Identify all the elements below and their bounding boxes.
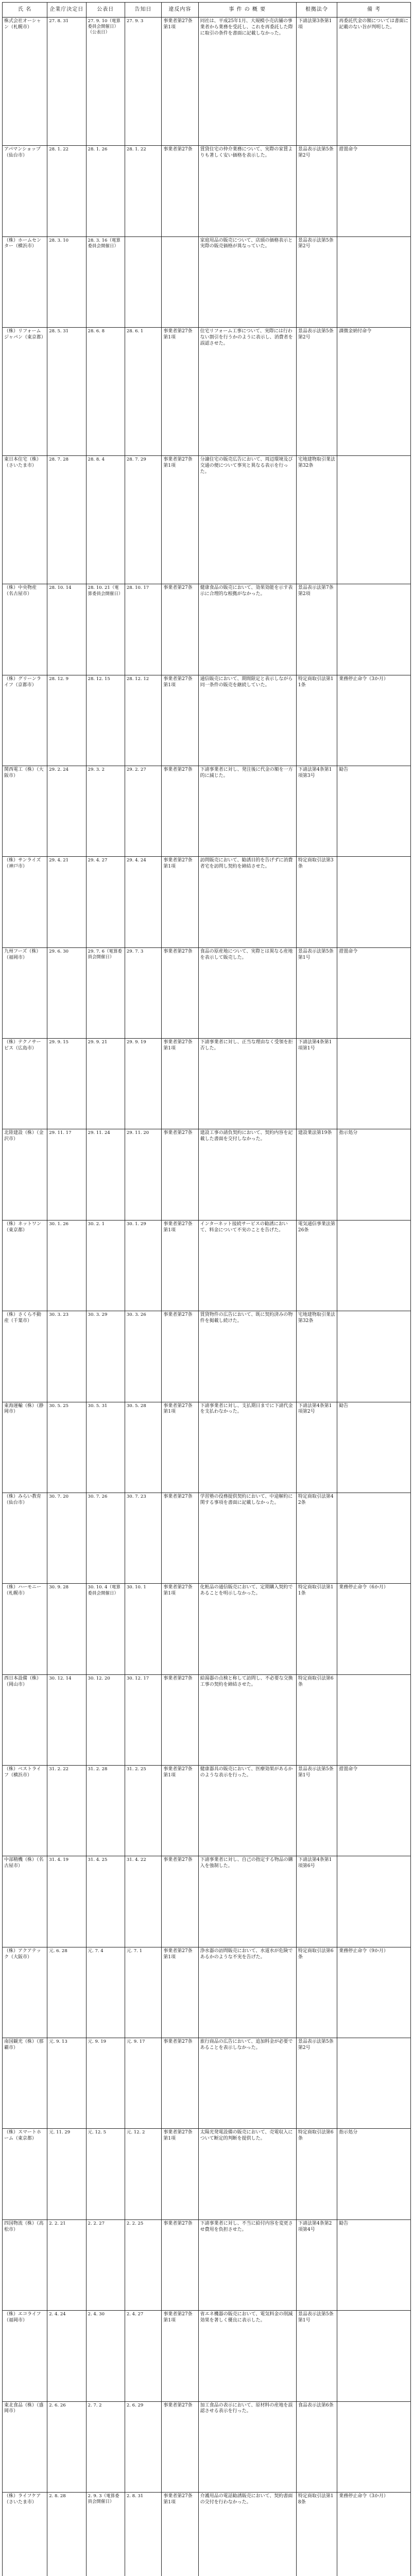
row-notice-date: 27. 9. 3 xyxy=(125,18,161,146)
row-decision-date: 30. 1. 26 xyxy=(47,1220,86,1311)
table-row xyxy=(3,2311,411,2401)
row-note: 勧告 xyxy=(337,2219,411,2310)
row-public-date: 28. 10. 21（電算委員会開催日） xyxy=(86,584,125,675)
table-row xyxy=(3,146,411,236)
row-summary: 住宅リフォーム工事について、実際には行わない割引を行うかのように表示し、消費者を誤認させた。 xyxy=(198,327,296,455)
row-violation: 事業者第27条第1項 xyxy=(162,2129,198,2219)
row-violation: 事業者第27条第1項 xyxy=(162,1766,198,1856)
table-row xyxy=(3,1493,411,1583)
row-name: 中部精機（株）（名古屋市） xyxy=(3,1856,47,1947)
row-summary: 分譲住宅の販売広告において、周辺環境及び交通の便について事実と異なる表示を行った。 xyxy=(198,456,296,584)
row-notice-date: 元. 9. 17 xyxy=(125,2038,161,2129)
row-name: （株）ハーモニー（札幌市） xyxy=(3,1584,47,1674)
row-note xyxy=(337,2038,411,2129)
row-name: 株式会社オーシャン（札幌市） xyxy=(3,18,47,146)
row-public-date: 30. 10. 4（電算委員会開催日） xyxy=(86,1584,125,1674)
header-notice-date: 告知日 xyxy=(125,3,161,18)
row-decision-date: 30. 9. 28 xyxy=(47,1584,86,1674)
row-decision-date: 元. 6. 28 xyxy=(47,1947,86,2038)
row-basis: 下請法第4条第1項第3号 xyxy=(296,766,337,857)
row-notice-date: 30. 1. 29 xyxy=(125,1220,161,1311)
row-summary: 訪問販売において、勧誘目的を告げずに消費者宅を訪問し契約を締結させた。 xyxy=(198,857,296,947)
row-public-date: 30. 3. 29 xyxy=(86,1311,125,1402)
row-summary: 賃貸物件の広告において、既に契約済みの物件を掲載し続けた。 xyxy=(198,1311,296,1402)
row-note: 勧告 xyxy=(337,766,411,857)
row-basis: 特定商取引法第42条 xyxy=(296,1493,337,1583)
row-violation: 事業者第27条 xyxy=(162,1674,198,1765)
row-violation: 事業者第27条 xyxy=(162,1129,198,1220)
row-notice-date: 2. 6. 29 xyxy=(125,2401,161,2492)
row-basis: 特定商取引法第11条 xyxy=(296,675,337,766)
row-name: 四国物流（株）（高松市） xyxy=(3,2219,47,2310)
row-decision-date: 28. 5. 31 xyxy=(47,327,86,455)
row-summary: 下請事業者に対し、支払期日までに下請代金を支払わなかった。 xyxy=(198,1402,296,1493)
row-notice-date xyxy=(125,236,161,327)
row-notice-date: 2. 2. 25 xyxy=(125,2219,161,2310)
row-note xyxy=(337,1674,411,1765)
row-name: 東日本住宅（株）（さいたま市） xyxy=(3,456,47,584)
row-public-date: 30. 2. 1 xyxy=(86,1220,125,1311)
row-decision-date: 29. 2. 24 xyxy=(47,766,86,857)
row-decision-date: 2. 4. 24 xyxy=(47,2311,86,2401)
header-violation: 違反内容 xyxy=(162,3,198,18)
row-name: 東海運輸（株）（静岡市） xyxy=(3,1402,47,1493)
row-note xyxy=(337,236,411,327)
row-basis: 景品表示法第5条第1号 xyxy=(296,947,337,1038)
row-summary: 家庭用品の販売について、店頭の価格表示と実際の販売価格が異なっていた。 xyxy=(198,236,296,327)
row-summary: 化粧品の通信販売において、定期購入契約であることを明示しなかった。 xyxy=(198,1584,296,1674)
row-decision-date: 30. 7. 20 xyxy=(47,1493,86,1583)
table-row xyxy=(3,584,411,675)
row-notice-date: 29. 7. 3 xyxy=(125,947,161,1038)
row-notice-date: 30. 10. 1 xyxy=(125,1584,161,1674)
row-violation: 事業者第27条第1項 xyxy=(162,456,198,584)
row-decision-date: 2. 2. 21 xyxy=(47,2219,86,2310)
table-row xyxy=(3,1220,411,1311)
header-summary: 事 件 の 概 要 xyxy=(198,3,296,18)
row-basis: 特定商取引法第11条 xyxy=(296,1584,337,1674)
row-public-date: 元. 12. 5 xyxy=(86,2129,125,2219)
row-violation: 事業者第27条第1項 xyxy=(162,1947,198,2038)
row-name: 西日本設備（株）（岡山市） xyxy=(3,1674,47,1765)
row-public-date: 31. 2. 28 xyxy=(86,1766,125,1856)
table-body xyxy=(3,18,411,2576)
row-name: （株）さくら不動産（千葉市） xyxy=(3,1311,47,1402)
row-decision-date: 28. 3. 10 xyxy=(47,236,86,327)
row-note: 課徴金納付命令 xyxy=(337,327,411,455)
row-violation: 事業者第27条 xyxy=(162,146,198,236)
row-notice-date: 元. 7. 1 xyxy=(125,1947,161,2038)
row-basis: 景品表示法第5条第2号 xyxy=(296,2038,337,2129)
row-public-date: 28. 8. 4 xyxy=(86,456,125,584)
row-notice-date: 29. 4. 24 xyxy=(125,857,161,947)
row-summary: 下請事業者に対し、自己の指定する物品の購入を強制した。 xyxy=(198,1856,296,1947)
row-public-date: 30. 7. 26 xyxy=(86,1493,125,1583)
row-notice-date: 31. 2. 25 xyxy=(125,1766,161,1856)
row-violation: 事業者第27条 xyxy=(162,584,198,675)
row-violation: 事業者第27条 xyxy=(162,2038,198,2129)
row-basis: 特定商取引法第6条 xyxy=(296,2129,337,2219)
row-name: 九州フーズ（株）（福岡市） xyxy=(3,947,47,1038)
row-name: （株）リフォームジャパン（東京都） xyxy=(3,327,47,455)
row-violation: 事業者第27条第1項 xyxy=(162,1039,198,1129)
table-row xyxy=(3,1311,411,1402)
row-note xyxy=(337,857,411,947)
row-violation: 事業者第27条 xyxy=(162,1856,198,1947)
row-name: 南国観光（株）（那覇市） xyxy=(3,2038,47,2129)
table-row xyxy=(3,2038,411,2129)
row-basis: 特定商取引法第6条 xyxy=(296,1674,337,1765)
row-note: 業務停止命令（3か月） xyxy=(337,2492,411,2576)
row-name: （株）ベストライフ（横浜市） xyxy=(3,1766,47,1856)
row-name: （株）ホームセンター（横浜市） xyxy=(3,236,47,327)
header-basis: 根拠法令 xyxy=(296,3,337,18)
table-row xyxy=(3,947,411,1038)
row-note: 業務停止命令（9か月） xyxy=(337,1947,411,2038)
row-basis: 下請法第4条第2項第4号 xyxy=(296,2219,337,2310)
row-basis: 建設業法第19条 xyxy=(296,1129,337,1220)
row-name: （株）アクアテック（大阪市） xyxy=(3,1947,47,2038)
row-violation: 事業者第27条 xyxy=(162,1493,198,1583)
table-row xyxy=(3,857,411,947)
table-header-row xyxy=(3,3,411,18)
row-summary: 介護用品の電話勧誘販売において、契約書面の交付を行わなかった。 xyxy=(198,2492,296,2576)
table-row xyxy=(3,1674,411,1765)
row-public-date: 27. 9. 10（電算委員会開催日）（公表日） xyxy=(86,18,125,146)
row-violation: 事業者第27条 xyxy=(162,947,198,1038)
row-violation: 事業者第27条 xyxy=(162,2401,198,2492)
row-note xyxy=(337,2311,411,2401)
row-violation: 事業者第27条第1項 xyxy=(162,18,198,146)
row-note: 指示処分 xyxy=(337,1129,411,1220)
row-notice-date: 28. 10. 17 xyxy=(125,584,161,675)
table-row xyxy=(3,1947,411,2038)
row-basis: 特定商取引法第6条 xyxy=(296,1947,337,2038)
row-decision-date: 29. 4. 21 xyxy=(47,857,86,947)
row-public-date: 29. 3. 2 xyxy=(86,766,125,857)
row-decision-date: 31. 2. 22 xyxy=(47,1766,86,1856)
row-summary: 旅行商品の広告において、追加料金が必要であることを表示しなかった。 xyxy=(198,2038,296,2129)
table-row xyxy=(3,2219,411,2310)
row-name: （株）エコライフ（福岡市） xyxy=(3,2311,47,2401)
row-basis: 景品表示法第5条第1号 xyxy=(296,2311,337,2401)
row-name: 関西電工（株）（大阪市） xyxy=(3,766,47,857)
row-summary: 省エネ機器の販売において、電気料金の削減効果を著しく優良に表示した。 xyxy=(198,2311,296,2401)
table-row xyxy=(3,327,411,455)
row-basis: 景品表示法第5条第1号 xyxy=(296,1766,337,1856)
row-notice-date: 28. 12. 12 xyxy=(125,675,161,766)
row-summary: 食品の原産地について、実際とは異なる産地を表示して販売した。 xyxy=(198,947,296,1038)
header-note: 備 考 xyxy=(337,3,411,18)
row-decision-date: 29. 11. 17 xyxy=(47,1129,86,1220)
row-notice-date: 29. 9. 19 xyxy=(125,1039,161,1129)
table-row xyxy=(3,1856,411,1947)
row-basis: 宅地建物取引業法第32条 xyxy=(296,1311,337,1402)
row-notice-date: 28. 7. 29 xyxy=(125,456,161,584)
row-decision-date: 30. 5. 25 xyxy=(47,1402,86,1493)
table-row xyxy=(3,1402,411,1493)
row-decision-date: 27. 8. 31 xyxy=(47,18,86,146)
row-summary: 健康器具の販売において、医療効果があるかのような表示を行った。 xyxy=(198,1766,296,1856)
row-violation: 事業者第27条第1項 xyxy=(162,857,198,947)
row-summary: 同社は、平成25年1月、大規模小売店舗の事業者から業務を受託し、これを再委託した際に取引の条件を書面に記載しなかった。 xyxy=(198,18,296,146)
row-violation: 事業者第27条 xyxy=(162,2219,198,2310)
row-notice-date: 元. 12. 2 xyxy=(125,2129,161,2219)
row-violation: 事業者第27条 xyxy=(162,1311,198,1402)
row-notice-date: 29. 2. 27 xyxy=(125,766,161,857)
row-violation: 事業者第27条第1項 xyxy=(162,327,198,455)
row-summary: 賃貸住宅の仲介業務について、実際の家賃よりも著しく安い価格を表示した。 xyxy=(198,146,296,236)
row-name: （株）みらい教育（仙台市） xyxy=(3,1493,47,1583)
row-note: 業務停止命令（6か月） xyxy=(337,1584,411,1674)
row-summary: 浄水器の訪問販売において、水道水が危険であるかのような不実を告げた。 xyxy=(198,1947,296,2038)
row-decision-date: 2. 8. 28 xyxy=(47,2492,86,2576)
table-row xyxy=(3,2401,411,2492)
row-summary: インターネット接続サービスの勧誘において、料金について不実のことを告げた。 xyxy=(198,1220,296,1311)
table-row xyxy=(3,456,411,584)
row-notice-date: 30. 12. 17 xyxy=(125,1674,161,1765)
row-note: 再委託代金の額については書面に記載のない旨が判明した。 xyxy=(337,18,411,146)
row-basis: 下請法第3条第1項 xyxy=(296,18,337,146)
row-public-date: 2. 4. 30 xyxy=(86,2311,125,2401)
row-name: （株）テクノサービス（広島市） xyxy=(3,1039,47,1129)
header-name: 氏 名 xyxy=(3,3,47,18)
row-note xyxy=(337,1220,411,1311)
table-row xyxy=(3,2129,411,2219)
row-notice-date: 28. 1. 22 xyxy=(125,146,161,236)
row-public-date: 元. 9. 19 xyxy=(86,2038,125,2129)
row-decision-date: 29. 6. 30 xyxy=(47,947,86,1038)
row-public-date: 28. 12. 15 xyxy=(86,675,125,766)
row-name: 北陸建設（株）（金沢市） xyxy=(3,1129,47,1220)
row-summary: 健康食品の販売において、効果効能を示す表示に合理的な根拠がなかった。 xyxy=(198,584,296,675)
row-basis: 特定商取引法第18条 xyxy=(296,2492,337,2576)
row-name: （株）中央物産（名古屋市） xyxy=(3,584,47,675)
row-notice-date: 2. 8. 31 xyxy=(125,2492,161,2576)
row-decision-date: 28. 1. 22 xyxy=(47,146,86,236)
row-basis: 宅地建物取引業法第32条 xyxy=(296,456,337,584)
row-basis: 特定商取引法第3条 xyxy=(296,857,337,947)
row-name: （株）グリーンライフ（京都市） xyxy=(3,675,47,766)
row-name: （株）ネットワン（東京都） xyxy=(3,1220,47,1311)
row-summary: 給湯器の点検と称して訪問し、不必要な交換工事の契約を締結させた。 xyxy=(198,1674,296,1765)
row-public-date: 28. 6. 8 xyxy=(86,327,125,455)
row-public-date: 2. 9. 3（電算委員会開催日） xyxy=(86,2492,125,2576)
table-row xyxy=(3,766,411,857)
row-notice-date: 30. 7. 23 xyxy=(125,1493,161,1583)
row-note: 業務停止命令（3か月） xyxy=(337,675,411,766)
row-violation: 事業者第27条第1項 xyxy=(162,1402,198,1493)
table-row xyxy=(3,1584,411,1674)
row-basis: 景品表示法第7条第2項 xyxy=(296,584,337,675)
row-public-date: 30. 12. 20 xyxy=(86,1674,125,1765)
row-notice-date: 2. 4. 27 xyxy=(125,2311,161,2401)
row-notice-date: 30. 5. 28 xyxy=(125,1402,161,1493)
header-decision-date: 企業庁決定日 xyxy=(47,3,86,18)
row-summary: 下請事業者に対し、正当な理由なく受領を拒否した。 xyxy=(198,1039,296,1129)
row-summary: 学習塾の役務提供契約において、中途解約に関する事項を書面に記載しなかった。 xyxy=(198,1493,296,1583)
table-row xyxy=(3,2492,411,2576)
table-row xyxy=(3,1766,411,1856)
row-public-date: 31. 4. 25 xyxy=(86,1856,125,1947)
row-public-date: 28. 3. 16（電算委員会開催日） xyxy=(86,236,125,327)
row-summary: 下請事業者に対し、発注後に代金の額を一方的に減じた。 xyxy=(198,766,296,857)
row-notice-date: 29. 11. 20 xyxy=(125,1129,161,1220)
table-row xyxy=(3,675,411,766)
row-note: 指示処分 xyxy=(337,2129,411,2219)
row-decision-date: 元. 9. 13 xyxy=(47,2038,86,2129)
row-public-date: 29. 7. 6（電算委員会開催日） xyxy=(86,947,125,1038)
row-summary: 下請事業者に対し、不当に給付内容を変更させ費用を負担させた。 xyxy=(198,2219,296,2310)
table-row xyxy=(3,18,411,146)
row-decision-date: 30. 3. 23 xyxy=(47,1311,86,1402)
row-note xyxy=(337,584,411,675)
row-note: 措置命令 xyxy=(337,1766,411,1856)
row-decision-date: 29. 9. 15 xyxy=(47,1039,86,1129)
row-public-date: 2. 7. 2 xyxy=(86,2401,125,2492)
row-note xyxy=(337,1311,411,1402)
row-violation: 事業者第27条第1項 xyxy=(162,2311,198,2401)
row-note xyxy=(337,1856,411,1947)
row-basis: 景品表示法第5条第2号 xyxy=(296,236,337,327)
row-decision-date: 30. 12. 14 xyxy=(47,1674,86,1765)
row-decision-date: 28. 10. 14 xyxy=(47,584,86,675)
row-decision-date: 28. 12. 9 xyxy=(47,675,86,766)
row-name: アパマンショップ（仙台市） xyxy=(3,146,47,236)
row-public-date: 30. 5. 31 xyxy=(86,1402,125,1493)
row-basis: 食品表示法第6条 xyxy=(296,2401,337,2492)
table-row xyxy=(3,1129,411,1220)
row-basis: 下請法第4条第1項第1号 xyxy=(296,1039,337,1129)
row-basis: 景品表示法第5条第2号 xyxy=(296,327,337,455)
row-basis: 下請法第4条第1項第6号 xyxy=(296,1856,337,1947)
row-public-date: 29. 11. 24 xyxy=(86,1129,125,1220)
row-notice-date: 28. 6. 1 xyxy=(125,327,161,455)
row-notice-date: 30. 3. 26 xyxy=(125,1311,161,1402)
table-row xyxy=(3,1039,411,1129)
row-violation: 事業者第27条第1項 xyxy=(162,2492,198,2576)
row-basis: 下請法第4条第1項第2号 xyxy=(296,1402,337,1493)
row-note: 措置命令 xyxy=(337,947,411,1038)
row-public-date: 元. 7. 4 xyxy=(86,1947,125,2038)
row-decision-date: 31. 4. 19 xyxy=(47,1856,86,1947)
row-name: 東北食品（株）（盛岡市） xyxy=(3,2401,47,2492)
row-note xyxy=(337,2401,411,2492)
row-summary: 太陽光発電設備の販売において、売電収入について断定的判断を提供した。 xyxy=(198,2129,296,2219)
row-public-date: 29. 9. 21 xyxy=(86,1039,125,1129)
row-summary: 建設工事の請負契約において、契約内容を記載した書面を交付しなかった。 xyxy=(198,1129,296,1220)
row-note: 勧告 xyxy=(337,1402,411,1493)
row-decision-date: 元. 11. 29 xyxy=(47,2129,86,2219)
row-name: （株）スマートホーム（東京都） xyxy=(3,2129,47,2219)
row-violation: 事業者第27条第1項 xyxy=(162,1220,198,1311)
header-public-date: 公表日 xyxy=(86,3,125,18)
row-violation: 事業者第27条 xyxy=(162,766,198,857)
row-note xyxy=(337,1039,411,1129)
row-violation: 事業者第27条第1項 xyxy=(162,1584,198,1674)
row-public-date: 29. 4. 27 xyxy=(86,857,125,947)
row-violation: 事業者第27条第1項 xyxy=(162,675,198,766)
row-violation xyxy=(162,236,198,327)
row-name: （株）ライフケア（さいたま市） xyxy=(3,2492,47,2576)
row-name: （株）サンライズ（神戸市） xyxy=(3,857,47,947)
row-decision-date: 28. 7. 28 xyxy=(47,456,86,584)
row-summary: 通信販売において、期間限定と表示しながら同一条件の販売を継続していた。 xyxy=(198,675,296,766)
row-note xyxy=(337,456,411,584)
row-summary: 加工食品の表示において、原材料の産地を誤認させる表示を行った。 xyxy=(198,2401,296,2492)
row-public-date: 2. 2. 27 xyxy=(86,2219,125,2310)
table-row xyxy=(3,236,411,327)
row-basis: 景品表示法第5条第2号 xyxy=(296,146,337,236)
row-decision-date: 2. 6. 26 xyxy=(47,2401,86,2492)
row-notice-date: 31. 4. 22 xyxy=(125,1856,161,1947)
row-note: 措置命令 xyxy=(337,146,411,236)
row-note xyxy=(337,1493,411,1583)
row-basis: 電気通信事業法第26条 xyxy=(296,1220,337,1311)
disposition-table xyxy=(2,2,411,2576)
row-public-date: 28. 1. 26 xyxy=(86,146,125,236)
